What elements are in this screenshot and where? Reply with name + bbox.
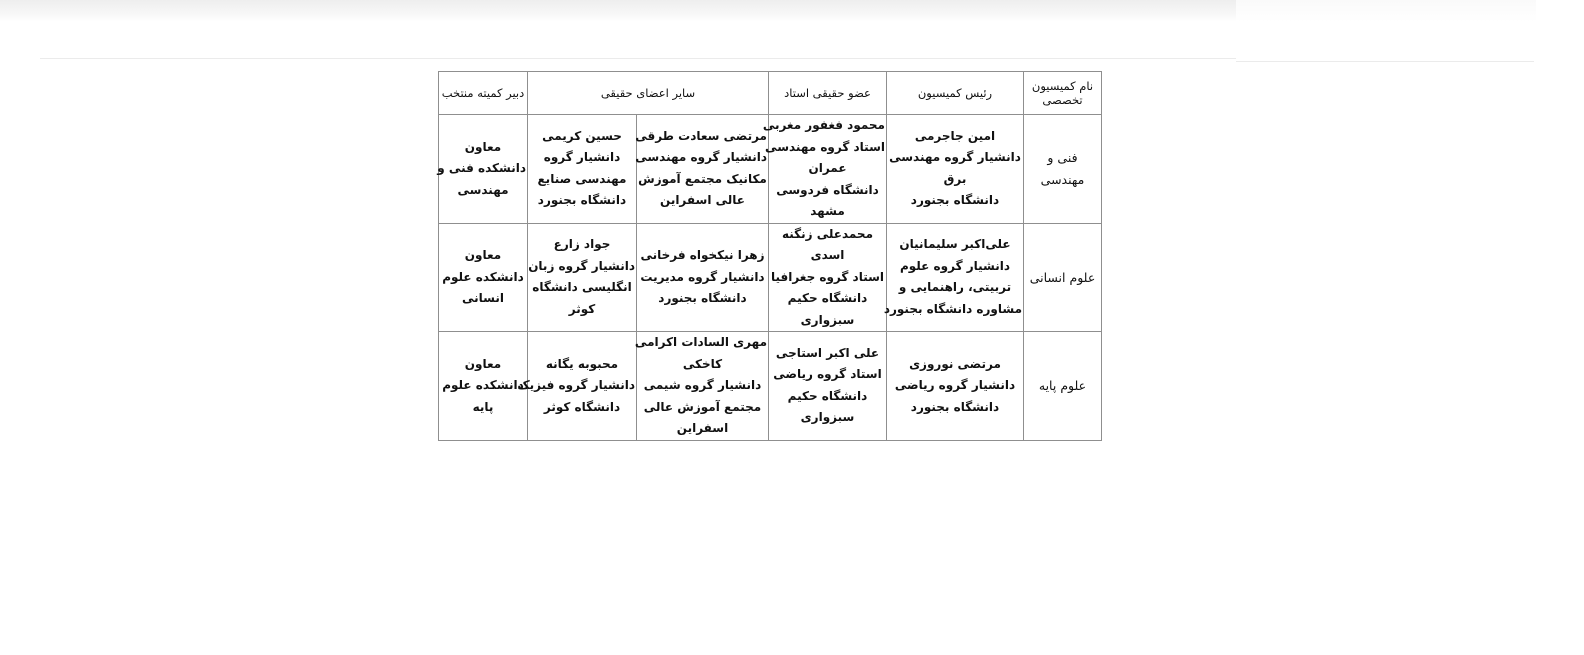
- cell-text-line: دانشیار گروه: [543, 150, 621, 165]
- cell-text-line: اسفراین: [676, 421, 729, 435]
- cell-text-line: حسین کریمی: [542, 128, 622, 143]
- header-secretary: دبیر کمیته منتخب: [439, 72, 528, 115]
- cell-text-line: زهرا نیکخواه فرخانی: [640, 248, 765, 262]
- cell-text-line: مهندسی: [457, 182, 509, 197]
- cell-text-line: علی اکبر استاجی: [775, 345, 880, 360]
- cell-text-line: معاون: [464, 248, 502, 262]
- cell-other-member: [634, 332, 769, 441]
- cell-text-line: دانشیار گروه مهندسی: [635, 150, 767, 165]
- cell-text-line: دانشگاه حکیم: [787, 291, 868, 305]
- cell-secretary: [439, 332, 528, 441]
- cell-text-line: مشهد: [810, 204, 845, 218]
- cell-text-line: معاون: [464, 139, 502, 154]
- cell-other-member: [637, 223, 769, 332]
- cell-text-line: عمران: [808, 161, 847, 175]
- cell-text-line: دانشگاه فردوسی: [776, 182, 879, 197]
- table-row: [439, 115, 1102, 224]
- cell-text-line: دانشگاه بجنورد: [910, 193, 1000, 208]
- table-header-row: [439, 72, 1102, 115]
- cell-text-line: دانشیار گروه مهندسی: [889, 150, 1021, 165]
- cell-text-line: سبزواری: [800, 410, 855, 425]
- cell-text-line: علی‌اکبر سلیمانیان: [899, 237, 1011, 252]
- cell-other-member: [517, 332, 637, 441]
- cell-text-line: مرتضی نوروزی: [909, 356, 1001, 371]
- cell-text-line: علوم پایه: [1038, 378, 1087, 393]
- cell-text-line: اسدی: [810, 248, 845, 262]
- cell-commission-name: [1024, 115, 1102, 224]
- cell-text-line: سبزواری: [800, 312, 855, 327]
- cell-text-line: استاد گروه مهندسی: [765, 139, 885, 154]
- cell-text-line: دانشکده علوم: [442, 378, 524, 392]
- cell-text-line: علوم انسانی: [1029, 269, 1096, 285]
- cell-text-line: دانشیار گروه ریاضی: [894, 378, 1016, 392]
- cell-text-line: تربیتی، راهنمایی و: [898, 280, 1012, 295]
- cell-text-line: محبوبه یگانه: [545, 356, 619, 371]
- top-bar-shade: [0, 0, 1236, 22]
- cell-text-line: کوثر: [568, 301, 596, 316]
- cell-text-line: دانشیار گروه شیمی: [643, 378, 762, 392]
- cell-text-line: فنی و: [1047, 150, 1078, 166]
- cell-text-line: پایه: [472, 399, 494, 414]
- cell-professor-member: [769, 223, 887, 332]
- cell-other-member: [528, 115, 637, 224]
- cell-secretary: [439, 115, 528, 224]
- cell-secretary: [439, 223, 528, 332]
- cell-text-line: انگلیسی دانشگاه: [532, 280, 632, 295]
- sidebar-divider: [1236, 61, 1534, 62]
- cell-text-line: دانشکده علوم: [442, 269, 524, 284]
- cell-text-line: دانشیار گروه زبان: [528, 258, 635, 273]
- cell-commission-name: [1024, 332, 1102, 441]
- cell-text-line: دانشگاه حکیم: [787, 388, 868, 403]
- cell-text-line: مرتضی سعادت طرقی: [635, 128, 767, 143]
- cell-text-line: دانشگاه بجنورد: [537, 193, 627, 208]
- header-commission-name: نام کمیسیون تخصصی: [1024, 72, 1102, 115]
- header-divider: [40, 58, 1236, 59]
- cell-commission-name: [1024, 223, 1102, 332]
- table-row: [439, 332, 1102, 441]
- cell-text-line: مهندسی: [1040, 171, 1085, 187]
- cell-other-member: [637, 115, 769, 224]
- cell-text-line: مهری السادات اکرامی: [634, 335, 767, 349]
- header-other-members: سایر اعضای حقیقی: [528, 72, 769, 115]
- cell-text-line: مشاوره دانشگاه بجنورد: [883, 301, 1022, 316]
- cell-text-line: برق: [943, 171, 967, 186]
- cell-text-line: دانشگاه بجنورد: [910, 399, 1000, 414]
- top-bar-shade-right: [1236, 0, 1536, 22]
- cell-professor-member: [762, 115, 887, 224]
- cell-text-line: کاخکی: [682, 356, 723, 371]
- cell-text-line: مکانیک مجتمع آموزش: [638, 171, 767, 186]
- cell-text-line: دانشیار گروه مدیریت: [640, 269, 765, 284]
- cell-text-line: دانشکده فنی و: [437, 161, 526, 175]
- table-row: [439, 223, 1102, 332]
- cell-text-line: جواد زارع: [553, 237, 611, 252]
- cell-text-line: عالی اسفراین: [660, 193, 745, 208]
- header-chair: رئیس کمیسیون: [887, 72, 1024, 115]
- cell-text-line: محمود فغفور مغربی: [762, 118, 885, 132]
- cell-text-line: استاد گروه ریاضی: [773, 367, 882, 382]
- cell-text-line: استاد گروه جغرافیا: [770, 269, 885, 284]
- cell-text-line: دانشگاه کوثر: [543, 399, 621, 414]
- cell-chair: [887, 115, 1024, 224]
- cell-text-line: معاون: [464, 356, 502, 371]
- cell-text-line: مهندسی صنایع: [537, 171, 627, 186]
- cell-chair: [887, 332, 1024, 441]
- cell-professor-member: [769, 332, 887, 441]
- cell-text-line: دانشیار گروه علوم: [899, 258, 1011, 273]
- cell-text-line: مجتمع آموزش عالی: [643, 399, 762, 414]
- cell-text-line: دانشگاه بجنورد: [658, 291, 747, 305]
- header-professor-member: عضو حقیقی استاد: [769, 72, 887, 115]
- cell-other-member: [528, 223, 637, 332]
- cell-text-line: دانشیار گروه فیزیک: [517, 378, 635, 392]
- commission-table: [438, 71, 1102, 441]
- cell-chair: [883, 223, 1024, 332]
- cell-text-line: امین جاجرمی: [914, 128, 996, 143]
- cell-text-line: انسانی: [462, 291, 504, 305]
- cell-text-line: محمدعلی زنگنه: [781, 226, 874, 241]
